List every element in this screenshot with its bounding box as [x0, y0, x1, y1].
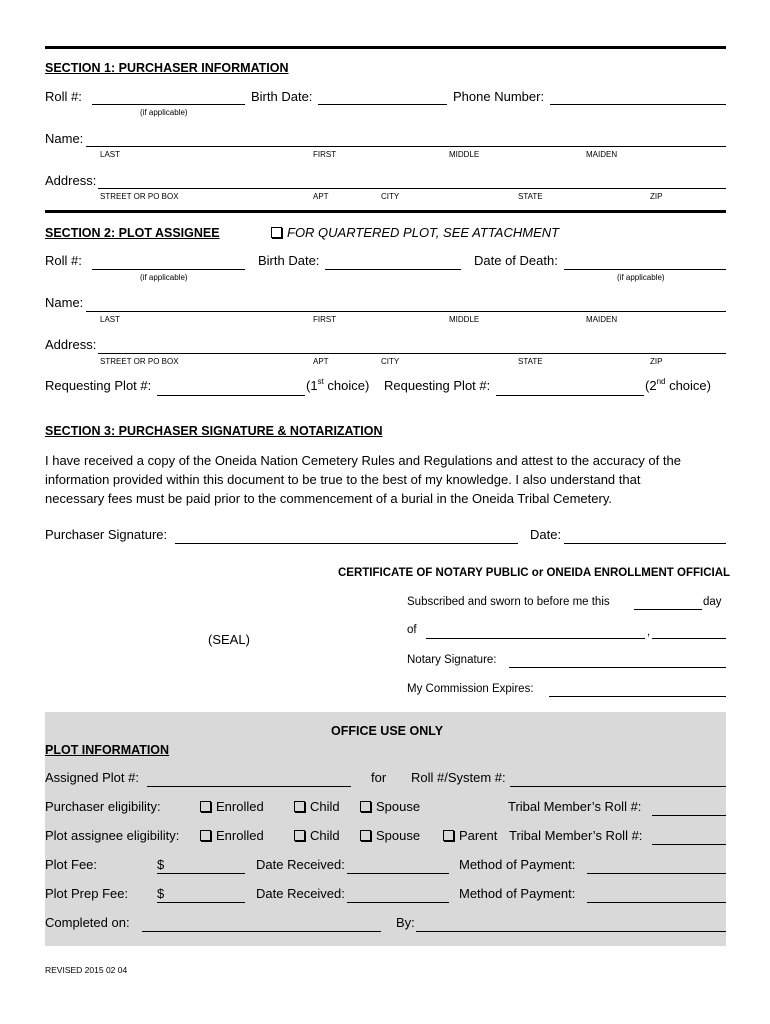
s1-name-first: FIRST: [313, 150, 337, 159]
commission-expires-label: My Commission Expires:: [407, 683, 534, 695]
notary-of: of: [407, 624, 417, 636]
purchaser-signature-label: Purchaser Signature:: [45, 527, 168, 542]
roll-system-field[interactable]: [510, 786, 726, 787]
s2-name-first: FIRST: [313, 315, 337, 324]
plot-prep-date-received-field[interactable]: [347, 902, 449, 903]
s2-name-label: Name:: [45, 295, 84, 310]
s1-name-maiden: MAIDEN: [586, 150, 618, 159]
assignee-parent-option[interactable]: [443, 828, 497, 844]
completed-on-field[interactable]: [142, 931, 381, 932]
seal-label: (SEAL): [208, 632, 250, 647]
assignee-eligibility-label: Plot assignee eligibility:: [45, 828, 180, 843]
notary-day: day: [703, 596, 722, 608]
s1-birth-date-label: Birth Date:: [251, 89, 313, 104]
plot-prep-fee-field[interactable]: [157, 902, 245, 903]
s1-roll-label: Roll #:: [45, 89, 82, 104]
for-label: for: [371, 770, 387, 785]
s1-addr-apt: APT: [313, 192, 329, 201]
assignee-enrolled-option[interactable]: [200, 828, 264, 844]
completed-on-label: Completed on:: [45, 915, 130, 930]
s1-addr-zip: ZIP: [650, 192, 663, 201]
s2-requesting-label-2: Requesting Plot #:: [384, 378, 491, 393]
purchaser-child-option[interactable]: [294, 799, 340, 815]
assignee-spouse-option[interactable]: [360, 828, 420, 844]
s2-address-field[interactable]: [98, 353, 726, 354]
notary-signature-label: Notary Signature:: [407, 654, 497, 666]
s2-second-choice: [645, 378, 711, 394]
notary-year-field[interactable]: [652, 638, 726, 639]
assignee-parent-label: Parent: [459, 828, 498, 843]
s1-address-field[interactable]: [98, 188, 726, 189]
s1-birth-date-field[interactable]: [318, 104, 447, 105]
notary-day-field[interactable]: [634, 609, 702, 610]
s1-roll-if-applicable: (if applicable): [140, 108, 188, 117]
s2-birth-date-field[interactable]: [325, 269, 461, 270]
s1-name-field[interactable]: [86, 146, 726, 147]
s1-addr-city: CITY: [381, 192, 400, 201]
purchaser-eligibility-label: Purchaser eligibility:: [45, 799, 161, 814]
second-choice-pre: (2: [645, 378, 657, 393]
s2-addr-city: CITY: [381, 357, 400, 366]
plot-fee-label: Plot Fee:: [45, 857, 98, 872]
plot-fee-dollar: $: [157, 857, 165, 872]
purchaser-spouse-option[interactable]: [360, 799, 420, 815]
s2-address-label: Address:: [45, 337, 97, 352]
by-label: By:: [396, 915, 415, 930]
s2-roll-label: Roll #:: [45, 253, 82, 268]
first-choice-sup: st: [317, 377, 324, 386]
purchaser-enrolled-label: Enrolled: [216, 799, 264, 814]
s1-name-last: LAST: [100, 150, 121, 159]
s2-birth-date-label: Birth Date:: [258, 253, 320, 268]
purchaser-spouse-label: Spouse: [376, 799, 421, 814]
s2-name-field[interactable]: [86, 311, 726, 312]
section2-rule: [45, 210, 726, 213]
office-use-title: OFFICE USE ONLY: [331, 724, 444, 738]
assignee-enrolled-checkbox[interactable]: [200, 830, 211, 841]
purchaser-date-field[interactable]: [564, 543, 726, 544]
assignee-spouse-checkbox[interactable]: [360, 830, 371, 841]
assignee-child-label: Child: [310, 828, 340, 843]
statement-line-2: information provided within this document to be true to the best of my knowledge. I also understand that: [45, 472, 641, 487]
s1-phone-field[interactable]: [550, 104, 726, 105]
s2-death-if-applicable: (if applicable): [617, 273, 665, 282]
s2-death-field[interactable]: [564, 269, 726, 270]
first-choice-pre: (1: [306, 378, 318, 393]
quartered-label: FOR QUARTERED PLOT, SEE ATTACHMENT: [287, 225, 560, 240]
s1-name-middle: MIDDLE: [449, 150, 480, 159]
assignee-child-checkbox[interactable]: [294, 830, 305, 841]
s2-requesting-label-1: Requesting Plot #:: [45, 378, 152, 393]
assignee-enrolled-label: Enrolled: [216, 828, 264, 843]
purchaser-enrolled-option[interactable]: [200, 799, 264, 815]
quartered-checkbox[interactable]: [271, 227, 282, 238]
plot-fee-method-field[interactable]: [587, 873, 726, 874]
purchaser-enrolled-checkbox[interactable]: [200, 801, 211, 812]
s2-name-maiden: MAIDEN: [586, 315, 618, 324]
revised-date: REVISED 2015 02 04: [45, 965, 128, 975]
quartered-plot-option[interactable]: [271, 225, 559, 241]
notary-month-field[interactable]: [426, 638, 645, 639]
s2-name-middle: MIDDLE: [449, 315, 480, 324]
statement-line-1: I have received a copy of the Oneida Nation Cemetery Rules and Regulations and attest to the accuracy of the: [45, 453, 681, 468]
notary-signature-field[interactable]: [509, 667, 726, 668]
plot-fee-date-received-field[interactable]: [347, 873, 449, 874]
s2-addr-state: STATE: [518, 357, 543, 366]
plot-prep-date-received-label: Date Received:: [256, 886, 345, 901]
assignee-tribal-roll-field[interactable]: [652, 844, 726, 845]
s2-first-choice: [306, 378, 369, 394]
purchaser-tribal-roll-field[interactable]: [652, 815, 726, 816]
assigned-plot-field[interactable]: [147, 786, 351, 787]
plot-fee-date-received-label: Date Received:: [256, 857, 345, 872]
plot-information-title: PLOT INFORMATION: [45, 743, 170, 757]
plot-prep-fee-dollar: $: [157, 886, 165, 901]
second-choice-sup: nd: [656, 377, 666, 386]
s2-roll-if-applicable: (if applicable): [140, 273, 188, 282]
notary-comma: ,: [647, 626, 651, 638]
s2-name-last: LAST: [100, 315, 121, 324]
s2-addr-street: STREET OR PO BOX: [100, 357, 179, 366]
plot-fee-field[interactable]: [157, 873, 245, 874]
assignee-child-option[interactable]: [294, 828, 340, 844]
s1-phone-label: Phone Number:: [453, 89, 545, 104]
plot-prep-method-label: Method of Payment:: [459, 886, 576, 901]
s1-roll-field[interactable]: [92, 104, 245, 105]
section1-title: SECTION 1: PURCHASER INFORMATION: [45, 61, 289, 75]
s2-death-label: Date of Death:: [474, 253, 558, 268]
purchaser-child-checkbox[interactable]: [294, 801, 305, 812]
assignee-tribal-roll-label: Tribal Member’s Roll #:: [509, 828, 643, 843]
notary-title: CERTIFICATE OF NOTARY PUBLIC or ONEIDA ENROLLMENT OFFICIAL: [338, 567, 731, 579]
by-field[interactable]: [416, 931, 726, 932]
purchaser-signature-field[interactable]: [175, 543, 518, 544]
section3-title: SECTION 3: PURCHASER SIGNATURE & NOTARIZATION: [45, 424, 383, 438]
second-choice-post: choice): [665, 378, 711, 393]
plot-fee-method-label: Method of Payment:: [459, 857, 576, 872]
s1-addr-state: STATE: [518, 192, 543, 201]
s2-addr-apt: APT: [313, 357, 329, 366]
s1-addr-street: STREET OR PO BOX: [100, 192, 179, 201]
s2-requesting-field-1[interactable]: [157, 395, 305, 396]
roll-system-label: Roll #/System #:: [411, 770, 506, 785]
section2-title: SECTION 2: PLOT ASSIGNEE: [45, 226, 220, 240]
purchaser-tribal-roll-label: Tribal Member’s Roll #:: [508, 799, 642, 814]
purchaser-child-label: Child: [310, 799, 340, 814]
commission-expires-field[interactable]: [549, 696, 726, 697]
s2-requesting-field-2[interactable]: [496, 395, 644, 396]
purchaser-spouse-checkbox[interactable]: [360, 801, 371, 812]
s1-address-label: Address:: [45, 173, 97, 188]
plot-prep-fee-label: Plot Prep Fee:: [45, 886, 129, 901]
s2-addr-zip: ZIP: [650, 357, 663, 366]
s2-roll-field[interactable]: [92, 269, 245, 270]
notary-subscribed: Subscribed and sworn to before me this: [407, 596, 610, 608]
plot-prep-method-field[interactable]: [587, 902, 726, 903]
assignee-parent-checkbox[interactable]: [443, 830, 454, 841]
top-rule: [45, 46, 726, 49]
statement-line-3: necessary fees must be paid prior to the commencement of a burial in the Oneida Tribal Cemetery.: [45, 491, 612, 506]
first-choice-post: choice): [323, 378, 370, 393]
s1-name-label: Name:: [45, 131, 84, 146]
assignee-spouse-label: Spouse: [376, 828, 421, 843]
purchaser-date-label: Date:: [530, 527, 562, 542]
assigned-plot-label: Assigned Plot #:: [45, 770, 139, 785]
